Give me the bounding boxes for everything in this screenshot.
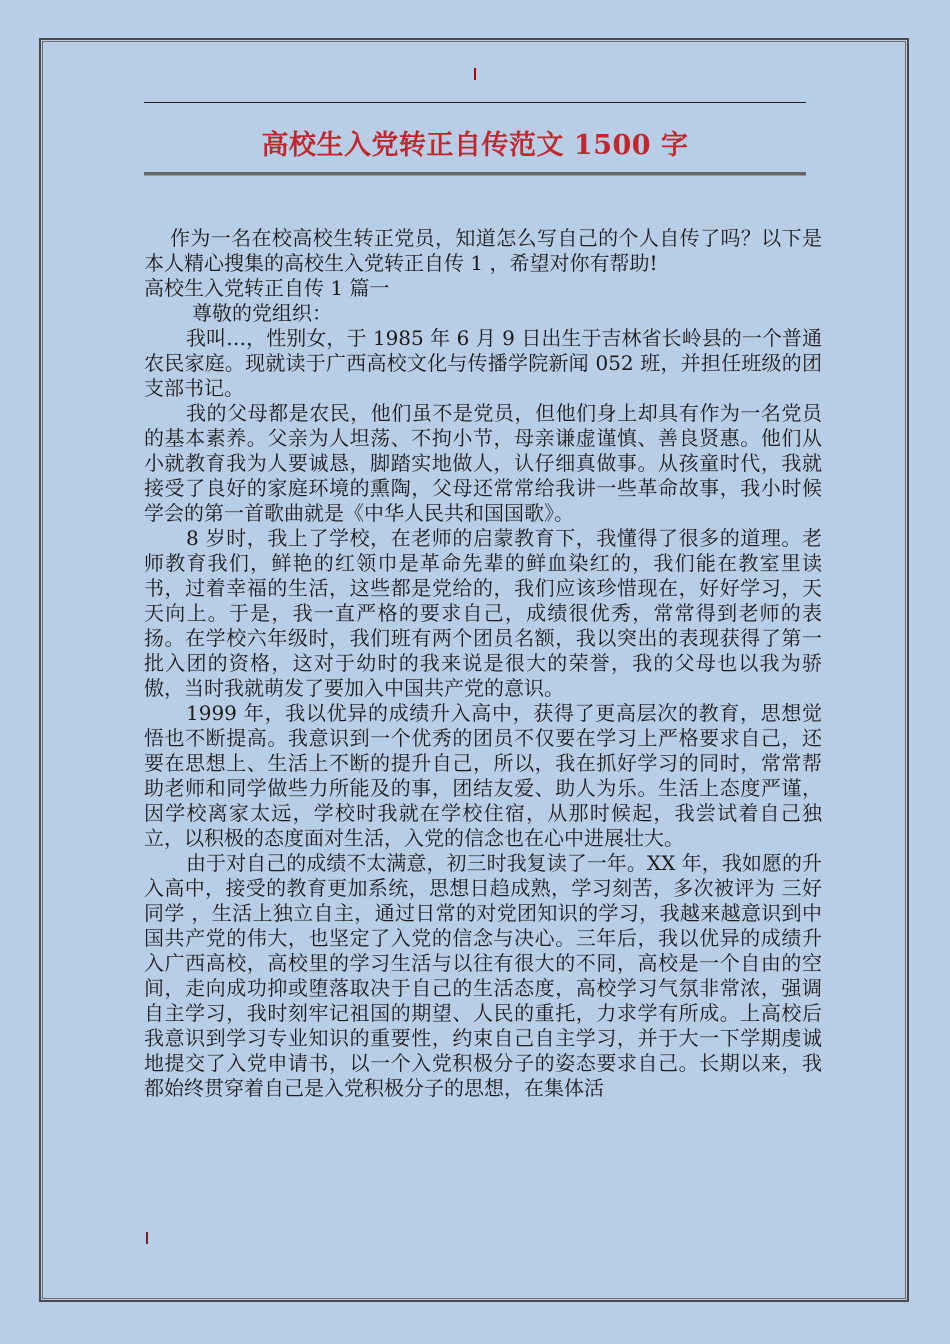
body-paragraph: 我叫…，性别女，于 1985 年 6 月 9 日出生于吉林省长岭县的一个普通农民家庭。现就读于广西高校文化与传播学院新闻 052 班，并担任班级的团支部书记。 bbox=[144, 326, 822, 400]
body-paragraph: 1999 年，我以优异的成绩升入高中，获得了更高层次的教育，思想觉悟也不断提高。我意识到一个优秀的团员不仅要在学习上严格要求自己，还要在思想上、生活上不断的提升自己，所以，我在抓好学习的同时，常常帮助老师和同学做些力所能及的事，团结友爱、助人为乐。生活上态度严谨，因学校离家太远，学校时我就在学校住宿，从那时候起，我尝试着自己独立，以积极的态度面对生活，入党的信念也在心中进展壮大。 bbox=[144, 701, 822, 850]
subheading: 高校生入党转正自传 1 篇一 bbox=[144, 276, 390, 300]
body-paragraph: 由于对自己的成绩不太满意，初三时我复读了一年。XX 年，我如愿的升入高中，接受的教育更加系统，思想日趋成熟，学习刻苦，多次被评为 三好同学 ，生活上独立自主，通过日常的对党团知识的学习，我越来越意识到中国共产党的伟大，也坚定了入党的信念与决心。三年后，我以优异的成绩升入广西高校，高校里的学习生活与以往有很大的不同，高校是一个自由的空间，走向成功抑或堕落取决于自己的生活态度，高校学习气氛非常浓，强调自主学习，我时刻牢记祖国的期望、人民的重托，力求学有所成。上高校后我意识到学习专业知识的重要性，约束自己自主学习，并于大一下学期虔诚地提交了入党申请书，以一个入党积极分子的姿态要求自己。长期以来，我都始终贯穿着自己是入党积极分子的思想，在集体活 bbox=[144, 851, 822, 1100]
body-paragraph: 我的父母都是农民，他们虽不是党员，但他们身上却具有作为一名党员的基本素养。父亲为人坦荡、不拘小节，母亲谦虚谨慎、善良贤惠。他们从小就教育我为人要诚恳，脚踏实地做人，认仔细真做事。从孩童时代，我就接受了良好的家庭环境的熏陶，父母还常常给我讲一些革命故事，我小时候学会的第一首歌曲就是《中华人民共和国国歌》。 bbox=[144, 401, 822, 525]
title-underline bbox=[144, 172, 806, 176]
document-body bbox=[144, 226, 822, 1204]
salutation: 尊敬的党组织： bbox=[192, 301, 332, 325]
document-title: 高校生入党转正自传范文 1500 字 bbox=[261, 130, 689, 161]
intro-paragraph: 作为一名在校高校生转正党员，知道怎么写自己的个人自传了吗？以下是本人精心搜集的高校生入党转正自传 1 ，希望对你有帮助! bbox=[144, 226, 822, 275]
header-marker bbox=[474, 68, 476, 80]
header-rule bbox=[144, 102, 806, 103]
footer-marker bbox=[146, 1232, 148, 1244]
body-paragraph: 8 岁时，我上了学校，在老师的启蒙教育下，我懂得了很多的道理。老师教育我们，鲜艳的红领巾是革命先辈的鲜血染红的，我们能在教室里读书，过着幸福的生活，这些都是党给的，我们应该珍惜现在，好好学习，天天向上。于是，我一直严格的要求自己，成绩很优秀，常常得到老师的表扬。在学校六年级时，我们班有两个团员名额，我以突出的表现获得了第一批入团的资格，这对于幼时的我来说是很大的荣誉，我的父母也以我为骄傲，当时我就萌发了要加入中国共产党的意识。 bbox=[144, 526, 822, 700]
